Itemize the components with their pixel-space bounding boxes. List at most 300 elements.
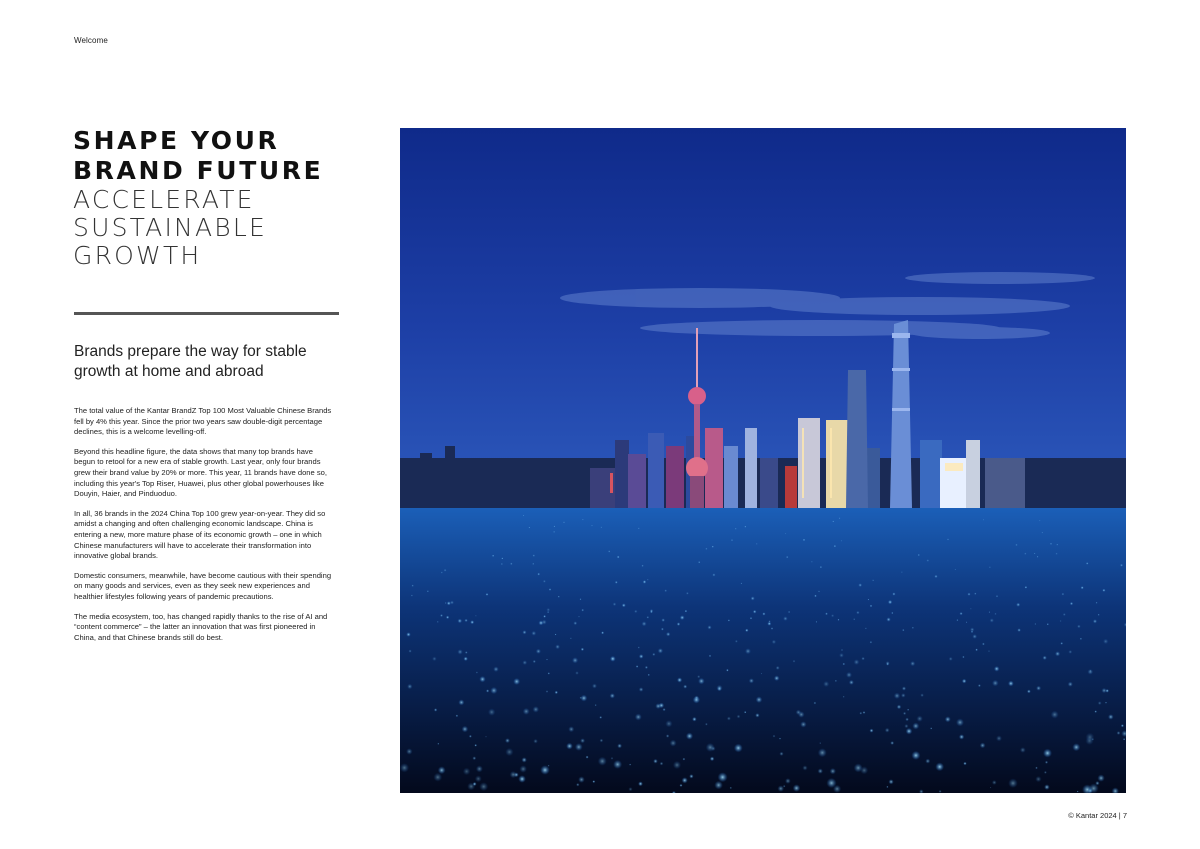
particle-dot xyxy=(510,771,517,778)
particle-dot xyxy=(786,556,789,559)
particle-dot xyxy=(1094,710,1097,713)
particle-dot xyxy=(989,611,991,613)
particle-dot xyxy=(555,634,557,636)
particle-dot xyxy=(730,787,732,789)
particle-dot xyxy=(406,748,412,754)
particle-dot xyxy=(818,768,823,773)
particle-dot xyxy=(971,631,973,633)
particle-dot xyxy=(996,735,1002,741)
particle-dot xyxy=(581,609,584,612)
particle-dot xyxy=(783,785,786,788)
particle-dot xyxy=(592,780,595,783)
particle-dot xyxy=(581,648,584,651)
particle-dot xyxy=(945,716,951,722)
particle-dot xyxy=(698,678,705,685)
particle-dot xyxy=(772,640,776,644)
particle-dot xyxy=(647,579,649,581)
headline xyxy=(73,126,363,270)
body-paragraph: The media ecosystem, too, has changed rapidly thanks to the rise of AI and “content commerce” – the latter an innovation that was first pioneered in China, and that Chinese brands still do best. xyxy=(74,611,328,642)
particle-dot xyxy=(820,566,822,568)
particle-dot xyxy=(793,660,796,663)
particle-dot xyxy=(462,726,469,733)
particle-dot xyxy=(463,768,471,776)
particle-dot xyxy=(437,621,439,623)
particle-dot xyxy=(990,618,994,622)
particle-dot xyxy=(771,627,774,630)
particle-dot xyxy=(677,677,682,682)
particle-dot xyxy=(870,605,873,608)
particle-dot xyxy=(652,653,655,656)
particle-dot xyxy=(1041,532,1043,534)
particle-dot xyxy=(753,610,757,614)
particle-dot xyxy=(547,611,549,613)
particle-dot xyxy=(546,659,548,661)
particle-dot xyxy=(1037,556,1039,558)
particle-dot xyxy=(1097,774,1104,781)
particle-dot xyxy=(1008,681,1014,687)
particle-dot xyxy=(1080,638,1082,640)
particle-dot xyxy=(1072,743,1080,751)
particle-dot xyxy=(673,761,681,769)
particle-dot xyxy=(761,673,763,675)
particle-dot xyxy=(475,775,482,782)
particle-dot xyxy=(411,595,413,597)
body-paragraph: Domestic consumers, meanwhile, have become cautious with their spending on many goods and services, even as they seek new experiences and healthier lifestyles following years of pandemic precautions. xyxy=(74,570,332,601)
particle-dot xyxy=(846,672,852,678)
particle-dot xyxy=(750,617,752,619)
particle-dot xyxy=(1098,701,1102,705)
particle-dot xyxy=(533,706,540,713)
particle-dot xyxy=(553,531,555,533)
particle-dot xyxy=(960,612,963,615)
particle-dot xyxy=(510,563,513,566)
particle-dot xyxy=(441,571,443,573)
particle-dot xyxy=(886,617,890,621)
particle-dot xyxy=(647,616,650,619)
particle-dot xyxy=(930,727,932,729)
particle-dot xyxy=(666,632,670,636)
particle-dot xyxy=(779,752,783,756)
particle-dot xyxy=(745,629,748,632)
particle-dot xyxy=(1105,702,1107,704)
particle-dot xyxy=(905,718,909,722)
particle-dot xyxy=(894,693,900,699)
particle-dot xyxy=(785,778,791,784)
particle-dot xyxy=(599,716,602,719)
particle-dot xyxy=(839,653,844,658)
particle-dot xyxy=(492,555,494,557)
particle-dot xyxy=(558,596,560,598)
particle-dot xyxy=(745,648,751,654)
particle-dot xyxy=(685,610,688,613)
particle-dot xyxy=(1060,642,1063,645)
particle-dot xyxy=(536,649,541,654)
particle-dot xyxy=(513,678,520,685)
particle-dot xyxy=(709,655,712,658)
particle-dot xyxy=(907,709,909,711)
particle-dot xyxy=(600,526,602,528)
particle-dot xyxy=(479,782,488,791)
particle-dot xyxy=(434,708,437,711)
particle-dot xyxy=(476,765,483,772)
particle-dot xyxy=(897,705,902,710)
particle-dot xyxy=(834,545,836,547)
particle-dot xyxy=(1036,686,1041,691)
particle-dot xyxy=(854,659,860,665)
particle-dot xyxy=(779,738,781,740)
body-paragraph: In all, 36 brands in the 2024 China Top 100 grew year-on-year. They did so amidst a changing and often challenging economic landscape. China is entering a new, more mature phase of its economic growth – one in which Chinese manufacturers will have to accelerate their transformation into innovative global brands. xyxy=(74,508,326,561)
particle-dot xyxy=(554,526,556,528)
particle-dot xyxy=(974,593,976,595)
particle-dot xyxy=(885,728,890,733)
particle-dot xyxy=(549,588,552,591)
particle-dot xyxy=(962,656,964,658)
particle-dot xyxy=(901,693,906,698)
clouds xyxy=(560,272,1095,339)
headline-light-line: ACCELERATE xyxy=(73,185,255,214)
particle-dot xyxy=(406,632,411,637)
particle-dot xyxy=(638,646,640,648)
particle-dot xyxy=(539,620,544,625)
particle-dot xyxy=(519,765,527,773)
particle-dot xyxy=(613,760,622,769)
particle-dot xyxy=(783,616,788,621)
particle-dot xyxy=(1121,724,1124,727)
particle-dot xyxy=(863,711,866,714)
particle-dot xyxy=(934,575,937,578)
particle-dot xyxy=(980,743,986,749)
particle-dot xyxy=(697,675,700,678)
particle-dot xyxy=(853,618,855,620)
particle-dot xyxy=(660,762,664,766)
particle-dot xyxy=(1043,749,1052,758)
particle-dot xyxy=(1050,543,1052,545)
particle-dot xyxy=(734,744,743,753)
particle-dot xyxy=(843,663,846,666)
particle-dot xyxy=(1070,602,1073,605)
particle-dot xyxy=(741,583,743,585)
particle-dot xyxy=(726,669,729,672)
particle-dot xyxy=(962,679,967,684)
particle-dot xyxy=(464,619,467,622)
particle-dot xyxy=(902,629,904,631)
particle-dot xyxy=(1047,623,1049,625)
particle-dot xyxy=(706,743,715,752)
particle-dot xyxy=(983,519,985,521)
particle-dot xyxy=(666,734,669,737)
particle-dot xyxy=(611,757,614,760)
particle-dot xyxy=(694,696,699,701)
particle-dot xyxy=(1117,731,1121,735)
particle-dot xyxy=(841,540,843,542)
particle-dot xyxy=(870,641,873,644)
particle-dot xyxy=(537,573,540,576)
particle-dot xyxy=(1093,619,1097,623)
particle-dot xyxy=(677,622,681,626)
particle-dot xyxy=(457,649,462,654)
particle-dot xyxy=(622,603,626,607)
particle-dot xyxy=(826,778,836,788)
particle-dot xyxy=(1027,690,1031,694)
particle-dot xyxy=(486,689,489,692)
particle-dot xyxy=(735,640,738,643)
particle-dot xyxy=(903,712,906,715)
particle-dot xyxy=(823,681,829,687)
particle-dot xyxy=(639,687,644,692)
particle-dot xyxy=(400,763,409,772)
particle-dot xyxy=(912,723,919,730)
particle-dot xyxy=(816,621,818,623)
particle-dot xyxy=(989,566,991,568)
particle-dot xyxy=(409,650,412,653)
particle-dot xyxy=(814,595,817,598)
particle-dot xyxy=(458,619,463,624)
particle-dot xyxy=(465,651,468,654)
section-label: Welcome xyxy=(74,36,108,45)
particle-dot xyxy=(773,735,776,738)
particle-dot xyxy=(788,611,790,613)
particle-dot xyxy=(712,573,715,576)
particle-dot xyxy=(796,710,801,715)
particle-dot xyxy=(1089,783,1099,793)
particle-dot xyxy=(531,631,536,636)
particle-dot xyxy=(762,612,765,615)
particle-dot xyxy=(615,581,618,584)
particle-dot xyxy=(680,615,685,620)
particle-dot xyxy=(956,619,958,621)
particle-dot xyxy=(522,660,527,665)
particle-dot xyxy=(901,571,903,573)
page-footer: © Kantar 2024 | 7 xyxy=(1068,811,1127,820)
particle-dot xyxy=(755,713,759,717)
particle-dot xyxy=(533,660,536,663)
particle-dot xyxy=(501,563,503,565)
particle-dot xyxy=(1008,778,1018,788)
particle-dot xyxy=(407,684,412,689)
particle-dot xyxy=(994,666,1000,672)
headline-bold-line: SHAPE YOUR xyxy=(73,126,280,155)
particle-dot xyxy=(575,671,579,675)
particle-dot xyxy=(705,723,708,726)
divider-rule xyxy=(74,312,339,315)
particle-dot xyxy=(904,724,908,728)
particle-dot xyxy=(610,693,615,698)
particle-dot xyxy=(992,780,997,785)
particle-dot xyxy=(1043,656,1047,660)
particle-dot xyxy=(437,743,439,745)
particle-dot xyxy=(1025,586,1028,589)
particle-dot xyxy=(580,598,582,600)
particle-dot xyxy=(803,539,805,541)
particle-dot xyxy=(582,519,584,521)
particle-dot xyxy=(838,619,840,621)
particle-dot xyxy=(470,620,474,624)
particle-dot xyxy=(686,733,693,740)
particle-dot xyxy=(756,543,758,545)
skyline-illustration xyxy=(400,128,1126,793)
particle-dot xyxy=(580,697,583,700)
particle-dot xyxy=(505,738,510,743)
particle-dot xyxy=(575,743,583,751)
particle-dot xyxy=(485,736,487,738)
particle-dot xyxy=(523,708,530,715)
particle-dot xyxy=(518,775,526,783)
particle-dot xyxy=(1090,670,1092,672)
particle-dot xyxy=(975,649,978,652)
particle-dot xyxy=(1016,603,1020,607)
particle-dot xyxy=(592,684,597,689)
particle-dot xyxy=(653,759,658,764)
particle-dot xyxy=(1123,738,1125,740)
particle-dot xyxy=(917,716,923,722)
particle-dot xyxy=(645,666,648,669)
particle-dot xyxy=(939,790,942,793)
particle-dot xyxy=(831,614,834,617)
particle-dot xyxy=(970,608,972,610)
particle-dot xyxy=(858,583,862,587)
particle-dot xyxy=(598,757,607,766)
particle-dot xyxy=(595,704,597,706)
particle-dot xyxy=(643,580,647,584)
particle-dot xyxy=(767,622,771,626)
particle-dot xyxy=(543,580,546,583)
particle-dot xyxy=(433,773,442,782)
particle-dot xyxy=(727,717,731,721)
particle-dot xyxy=(1035,623,1037,625)
particle-dot xyxy=(529,527,531,529)
body-text xyxy=(74,406,334,652)
particle-dot xyxy=(800,721,806,727)
particle-dot xyxy=(920,693,924,697)
particle-dot xyxy=(543,615,546,618)
particle-dot xyxy=(689,774,693,778)
particle-dot xyxy=(1056,544,1058,546)
particle-dot xyxy=(872,579,874,581)
particle-dot xyxy=(555,644,560,649)
particle-dot xyxy=(680,784,683,787)
particle-dot xyxy=(860,766,868,774)
particle-dot xyxy=(890,741,894,745)
particle-dot xyxy=(707,625,711,629)
particle-dot xyxy=(642,621,647,626)
particle-dot xyxy=(988,650,990,652)
particle-dot xyxy=(634,610,637,613)
particle-dot xyxy=(610,656,616,662)
particle-dot xyxy=(1020,747,1026,753)
particle-dot xyxy=(705,548,707,550)
particle-dot xyxy=(912,627,914,629)
particle-dot xyxy=(1063,613,1066,616)
particle-dot xyxy=(956,718,964,726)
particle-dot xyxy=(1017,628,1021,632)
particle-dot xyxy=(1045,761,1048,764)
particle-dot xyxy=(458,699,464,705)
particle-dot xyxy=(440,614,443,617)
particle-dot xyxy=(641,565,643,567)
particle-dot xyxy=(568,726,574,732)
particle-dot xyxy=(580,738,585,743)
particle-dot xyxy=(1102,589,1105,592)
particle-dot xyxy=(892,592,895,595)
particle-dot xyxy=(1034,553,1036,555)
particle-dot xyxy=(476,671,478,673)
particle-dot xyxy=(1068,650,1072,654)
particle-dot xyxy=(925,759,930,764)
particle-dot xyxy=(978,684,981,687)
particle-dot xyxy=(412,585,414,587)
particle-dot xyxy=(639,654,644,659)
particle-dot xyxy=(438,766,446,774)
particle-dot xyxy=(1039,520,1041,522)
particle-dot xyxy=(566,743,573,750)
particle-dot xyxy=(572,657,578,663)
particle-dot xyxy=(682,777,688,783)
particle-dot xyxy=(1055,651,1060,656)
particle-dot xyxy=(661,618,665,622)
particle-dot xyxy=(664,589,667,592)
particle-dot xyxy=(686,592,689,595)
particle-dot xyxy=(843,696,845,698)
particle-dot xyxy=(1077,625,1081,629)
particle-dot xyxy=(737,715,741,719)
particle-dot xyxy=(683,685,687,689)
particle-dot xyxy=(1098,614,1100,616)
particle-dot xyxy=(902,686,906,690)
particle-dot xyxy=(793,784,801,792)
particle-dot xyxy=(523,515,525,517)
particle-dot xyxy=(1108,714,1114,720)
particle-dot xyxy=(522,757,527,762)
particle-dot xyxy=(444,569,447,572)
particle-dot xyxy=(811,561,813,563)
particle-dot xyxy=(661,628,664,631)
particle-dot xyxy=(446,616,449,619)
particle-dot xyxy=(841,649,843,651)
particle-dot xyxy=(935,762,944,771)
particle-dot xyxy=(665,720,672,727)
particle-dot xyxy=(501,557,503,559)
particle-dot xyxy=(967,593,970,596)
particle-dot xyxy=(638,527,640,529)
particle-dot xyxy=(698,561,700,563)
particle-dot xyxy=(785,533,787,535)
particle-dot xyxy=(819,742,821,744)
particle-dot xyxy=(617,556,620,559)
particle-dot xyxy=(718,772,728,782)
particle-dot xyxy=(963,762,966,765)
particle-dot xyxy=(464,657,468,661)
particle-dot xyxy=(493,666,499,672)
particle-dot xyxy=(889,779,894,784)
particle-dot xyxy=(533,739,538,744)
particle-dot xyxy=(744,526,746,528)
particle-dot xyxy=(835,680,837,682)
particle-dot xyxy=(717,687,722,692)
particle-dot xyxy=(522,630,526,634)
headline-light-line: SUSTAINABLE xyxy=(73,213,267,242)
particle-dot xyxy=(1086,733,1095,742)
particle-dot xyxy=(1102,688,1107,693)
particle-dot xyxy=(659,703,665,709)
particle-dot xyxy=(490,687,497,694)
particle-dot xyxy=(578,776,585,783)
particle-dot xyxy=(955,569,957,571)
particle-dot xyxy=(472,756,476,760)
particle-dot xyxy=(982,643,985,646)
particle-dot xyxy=(868,599,870,601)
particle-dot xyxy=(628,787,632,791)
particle-dot xyxy=(990,787,992,789)
